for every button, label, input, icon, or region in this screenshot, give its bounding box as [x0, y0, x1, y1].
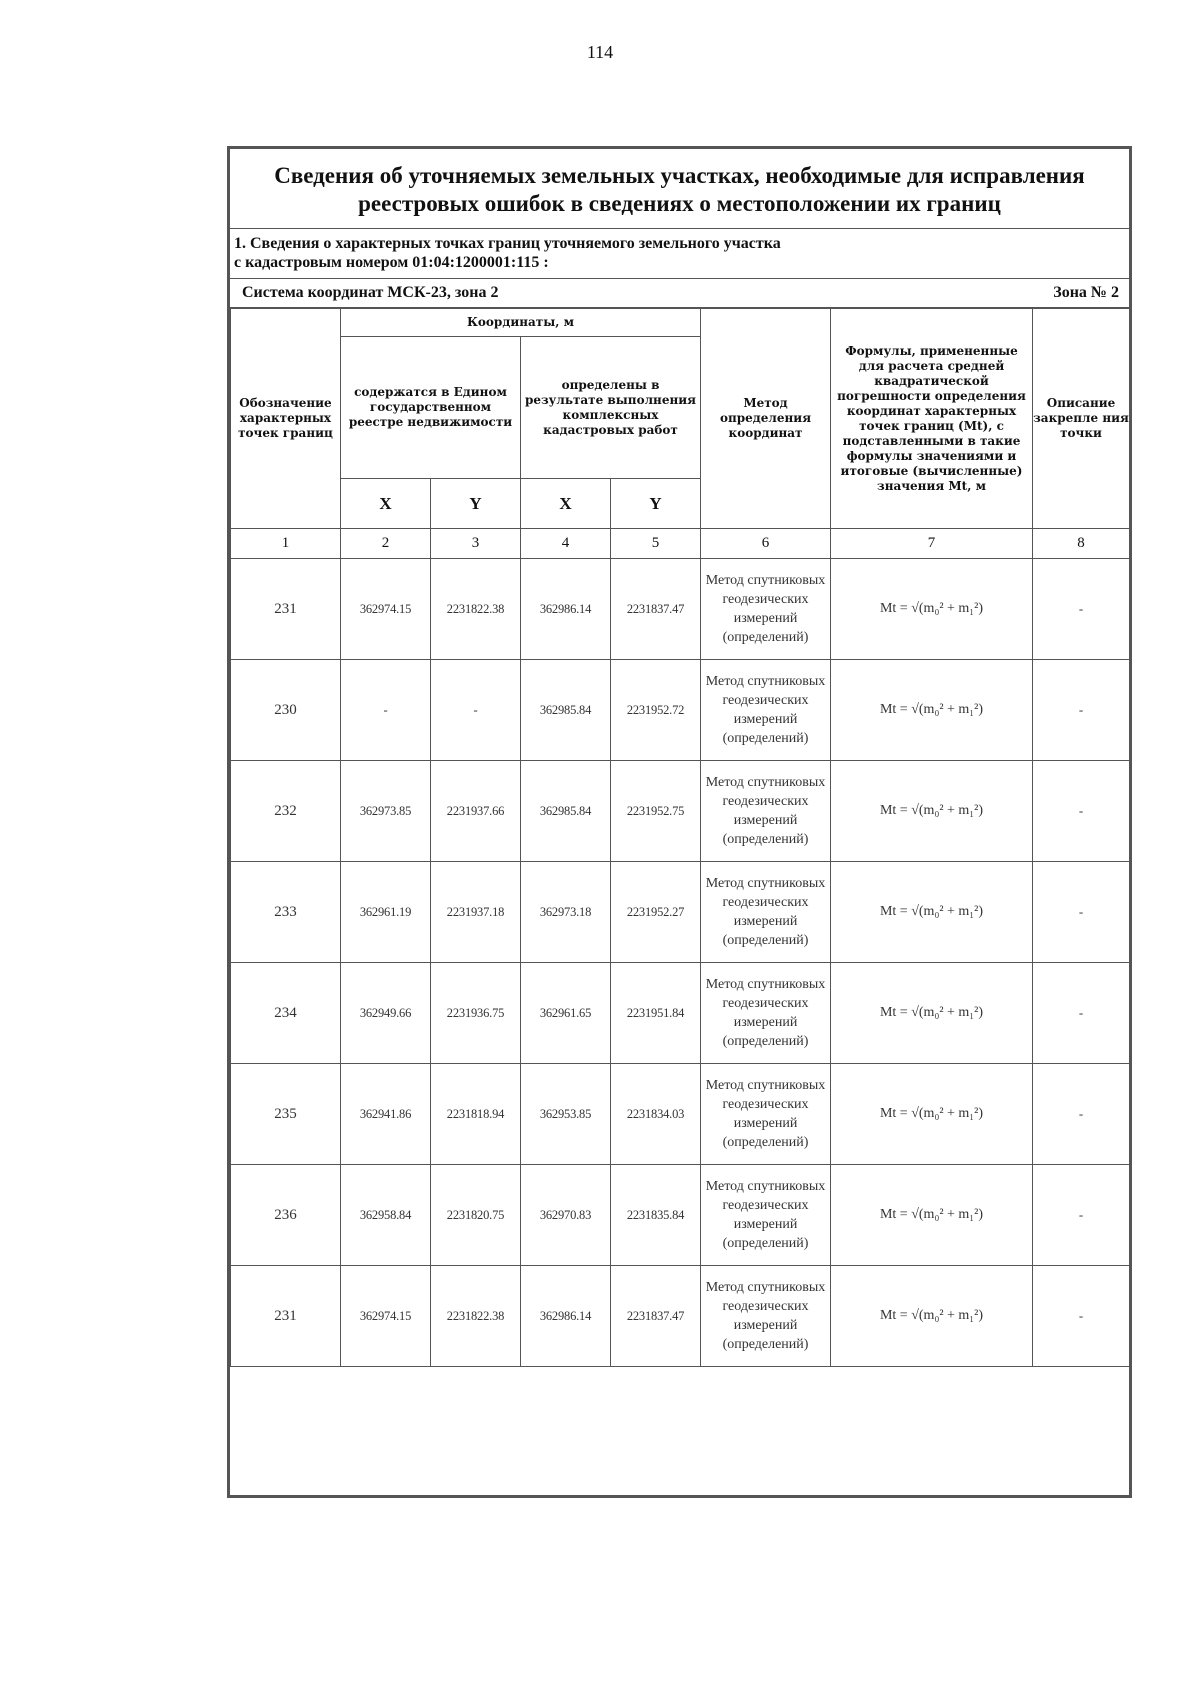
column-number: 8 [1033, 529, 1130, 559]
header-registry-x: X [341, 479, 431, 529]
point-description: - [1033, 1165, 1130, 1266]
section-title-line-2: с кадастровым номером 01:04:1200001:115 : [234, 254, 549, 271]
column-number: 7 [831, 529, 1033, 559]
registry-x: 362973.85 [341, 761, 431, 862]
point-description: - [1033, 559, 1130, 660]
formula: Mt = √(m₀² + m₁²) [831, 559, 1033, 660]
point-id: 235 [231, 1064, 341, 1165]
determined-y: 2231837.47 [611, 559, 701, 660]
determined-x: 362961.65 [521, 963, 611, 1064]
registry-x: 362941.86 [341, 1064, 431, 1165]
formula: Mt = √(m₀² + m₁²) [831, 1064, 1033, 1165]
determined-y: 2231837.47 [611, 1266, 701, 1367]
registry-y: 2231818.94 [431, 1064, 521, 1165]
point-id: 233 [231, 862, 341, 963]
registry-y: 2231937.18 [431, 862, 521, 963]
determined-x: 362986.14 [521, 559, 611, 660]
point-id: 232 [231, 761, 341, 862]
document-title-line-1: Сведения об уточняемых земельных участках, необходимые для исправления [274, 163, 1085, 188]
formula: Mt = √(m₀² + m₁²) [831, 660, 1033, 761]
header-coordinates: Координаты, м [341, 309, 701, 337]
registry-x: 362949.66 [341, 963, 431, 1064]
page-number: 114 [586, 42, 614, 62]
point-description: - [1033, 761, 1130, 862]
determined-y: 2231952.27 [611, 862, 701, 963]
registry-x: 362974.15 [341, 1266, 431, 1367]
document-title-line-2: реестровых ошибок в сведениях о местоположении их границ [358, 191, 1001, 216]
table-row [231, 761, 1130, 862]
formula: Mt = √(m₀² + m₁²) [831, 1266, 1033, 1367]
determined-y: 2231835.84 [611, 1165, 701, 1266]
document-frame [227, 146, 1132, 1498]
point-description: - [1033, 1266, 1130, 1367]
determined-y: 2231952.75 [611, 761, 701, 862]
registry-y: 2231937.66 [431, 761, 521, 862]
column-number: 2 [341, 529, 431, 559]
registry-y: 2231822.38 [431, 1266, 521, 1367]
method: Метод спутниковых геодезических измерений (определений) [701, 1266, 831, 1367]
document-title [230, 149, 1129, 229]
determined-x: 362985.84 [521, 660, 611, 761]
determined-x: 362970.83 [521, 1165, 611, 1266]
determined-x: 362953.85 [521, 1064, 611, 1165]
registry-x: 362974.15 [341, 559, 431, 660]
column-number: 4 [521, 529, 611, 559]
determined-x: 362986.14 [521, 1266, 611, 1367]
method: Метод спутниковых геодезических измерений (определений) [701, 1064, 831, 1165]
point-description: - [1033, 660, 1130, 761]
formula: Mt = √(m₀² + m₁²) [831, 761, 1033, 862]
table-row [231, 660, 1130, 761]
point-id: 230 [231, 660, 341, 761]
header-point-designation: Обозначение характерных точек границ [231, 309, 341, 529]
determined-y: 2231834.03 [611, 1064, 701, 1165]
registry-x: - [341, 660, 431, 761]
table-row [231, 1064, 1130, 1165]
formula: Mt = √(m₀² + m₁²) [831, 1165, 1033, 1266]
registry-y: - [431, 660, 521, 761]
table-row [231, 559, 1130, 660]
coordinate-system-label: Система координат МСК-23, зона 2 [242, 284, 499, 301]
point-description: - [1033, 963, 1130, 1064]
header-registry-y: Y [431, 479, 521, 529]
column-number: 3 [431, 529, 521, 559]
header-in-registry: содержатся в Едином государственном реестре недвижимости [341, 337, 521, 479]
header-method: Метод определения координат [701, 309, 831, 529]
point-id: 231 [231, 559, 341, 660]
method: Метод спутниковых геодезических измерений (определений) [701, 559, 831, 660]
header-determined-x: X [521, 479, 611, 529]
header-formulas: Формулы, примененные для расчета средней квадратической погрешности определения координат характерных точек границ (Mt), с подставленными в такие формулы значениями и итоговые (вычисленные) значения Mt, м [831, 309, 1033, 529]
registry-y: 2231936.75 [431, 963, 521, 1064]
column-number: 1 [231, 529, 341, 559]
point-description: - [1033, 1064, 1130, 1165]
header-determined-y: Y [611, 479, 701, 529]
table-row [231, 862, 1130, 963]
determined-x: 362985.84 [521, 761, 611, 862]
formula: Mt = √(m₀² + m₁²) [831, 963, 1033, 1064]
point-id: 231 [231, 1266, 341, 1367]
point-description: - [1033, 862, 1130, 963]
section-title [230, 229, 1129, 279]
determined-y: 2231951.84 [611, 963, 701, 1064]
header-description: Описание закрепле ния точки [1033, 309, 1130, 529]
section-title-line-1: 1. Сведения о характерных точках границ уточняемого земельного участка [234, 235, 781, 252]
table-row [231, 1266, 1130, 1367]
method: Метод спутниковых геодезических измерений (определений) [701, 761, 831, 862]
table-row [231, 1165, 1130, 1266]
coordinate-system-row [230, 279, 1129, 308]
registry-y: 2231820.75 [431, 1165, 521, 1266]
point-id: 236 [231, 1165, 341, 1266]
column-number: 5 [611, 529, 701, 559]
method: Метод спутниковых геодезических измерений (определений) [701, 660, 831, 761]
registry-y: 2231822.38 [431, 559, 521, 660]
method: Метод спутниковых геодезических измерений (определений) [701, 963, 831, 1064]
determined-x: 362973.18 [521, 862, 611, 963]
determined-y: 2231952.72 [611, 660, 701, 761]
method: Метод спутниковых геодезических измерений (определений) [701, 862, 831, 963]
column-numbers-row [231, 529, 1130, 559]
header-determined: определены в результате выполнения комплексных кадастровых работ [521, 337, 701, 479]
zone-label: Зона № 2 [1053, 284, 1119, 301]
formula: Mt = √(m₀² + m₁²) [831, 862, 1033, 963]
point-id: 234 [231, 963, 341, 1064]
method: Метод спутниковых геодезических измерений (определений) [701, 1165, 831, 1266]
registry-x: 362958.84 [341, 1165, 431, 1266]
registry-x: 362961.19 [341, 862, 431, 963]
table-row [231, 963, 1130, 1064]
characteristic-points-table [230, 308, 1130, 1367]
column-number: 6 [701, 529, 831, 559]
